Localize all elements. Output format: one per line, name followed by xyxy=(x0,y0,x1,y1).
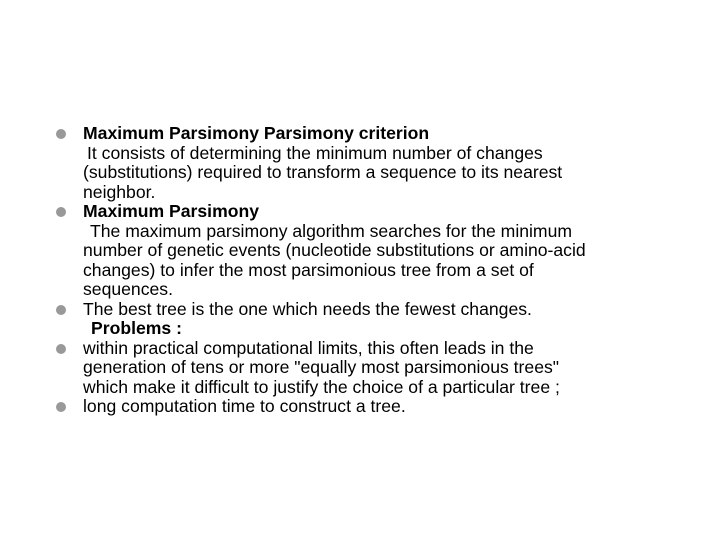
bullet-body-line: which make it difficult to justify the choice of a particular tree ; xyxy=(83,376,560,397)
bullet-body-line: neighbor. xyxy=(83,181,156,202)
bullet-list xyxy=(56,124,676,417)
bullet-body-line: generation of tens or more "equally most parsimonious trees" xyxy=(83,357,560,377)
bullet-body-line: within practical computational limits, this often leads in the xyxy=(83,337,534,358)
bullet-subheading: Problems : xyxy=(91,318,182,338)
bullet-item-best-tree xyxy=(56,300,676,339)
bullet-item-computational-limits xyxy=(56,339,676,398)
bullet-body-line: (substitutions) required to transform a sequence to its nearest xyxy=(83,162,563,182)
bullet-item-maximum-parsimony-criterion xyxy=(56,124,676,202)
bullet-body-line: sequences. xyxy=(83,279,173,299)
bullet-body-line: changes) to infer the most parsimonious tree from a set of xyxy=(83,259,534,280)
bullet-icon xyxy=(56,344,66,354)
bullet-icon xyxy=(56,402,66,412)
bullet-heading: Maximum Parsimony Parsimony criterion xyxy=(83,123,430,143)
bullet-body-line: The maximum parsimony algorithm searches for the minimum xyxy=(90,220,573,241)
bullet-body-line: It consists of determining the minimum number of changes xyxy=(87,142,543,163)
bullet-item-maximum-parsimony xyxy=(56,202,676,300)
bullet-text: The best tree is the one which needs the fewest changes. xyxy=(83,298,532,319)
bullet-item-computation-time xyxy=(56,397,676,417)
bullet-text: long computation time to construct a tree. xyxy=(83,396,406,416)
bullet-body-line: number of genetic events (nucleotide substitutions or amino-acid xyxy=(83,240,586,260)
bullet-icon xyxy=(56,129,66,139)
bullet-icon xyxy=(56,207,66,217)
bullet-heading: Maximum Parsimony xyxy=(83,201,259,221)
bullet-icon xyxy=(56,305,66,315)
